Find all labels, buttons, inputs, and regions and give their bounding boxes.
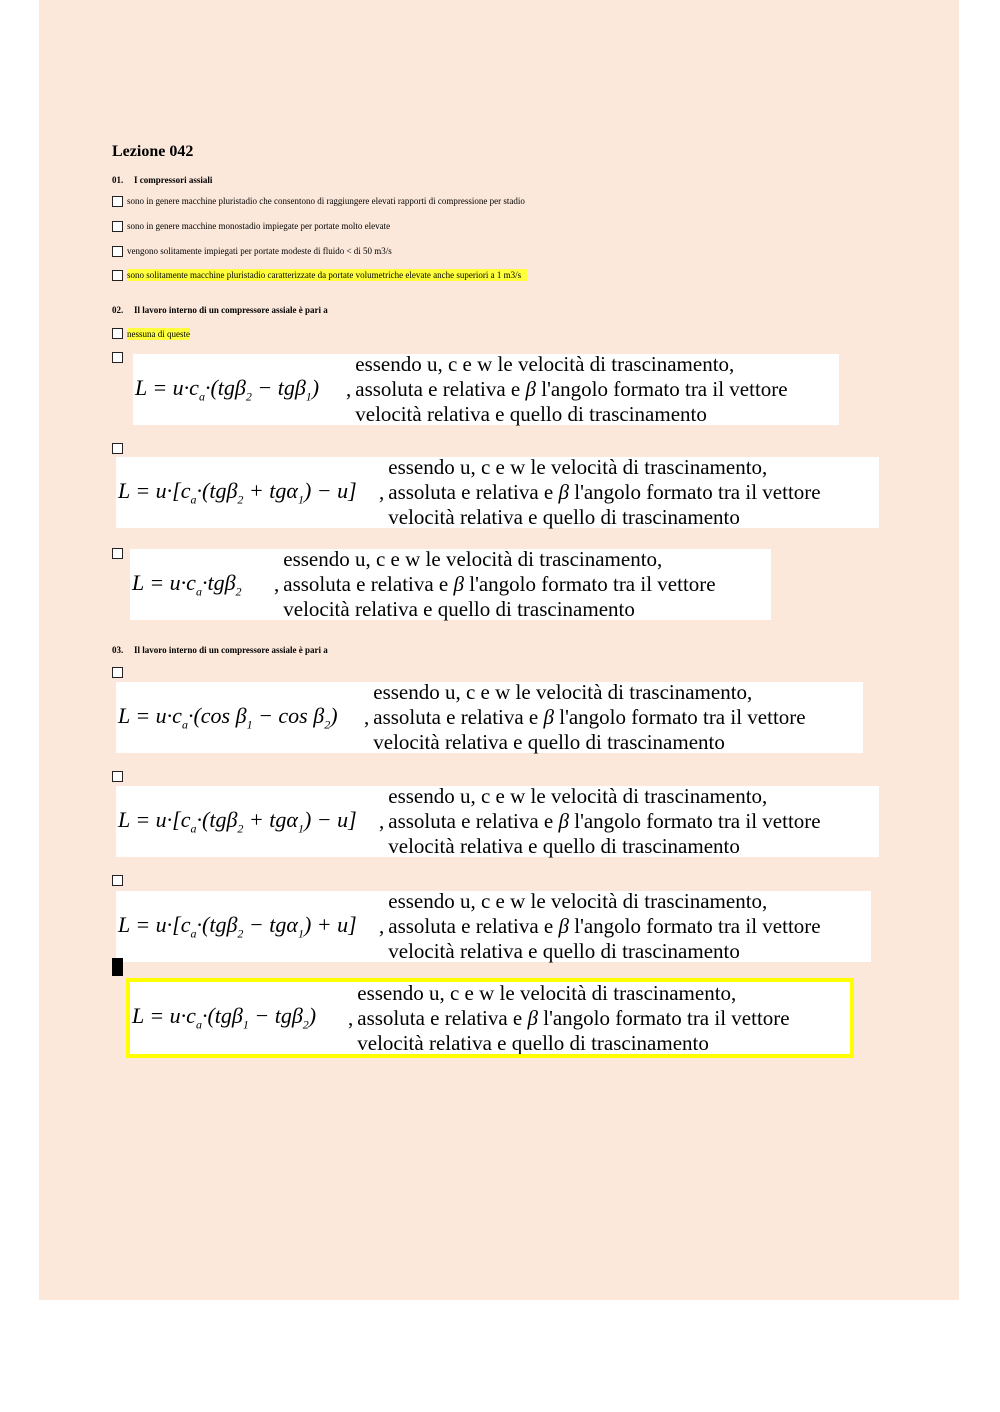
formula-description: essendo u, c e w le velocità di trascinamento, assoluta e relativa e β l'angolo formato tra il vettore velocità relativa e quello di trascinamento xyxy=(283,547,716,621)
formula-description: essendo u, c e w le velocità di trascinamento, assoluta e relativa e β l'angolo formato tra il vettore velocità relativa e quello di trascinamento xyxy=(388,455,821,529)
formula-equation: $L = u\cdot[c_a\cdot(tg\beta_2 + tg\alpha_1) - u]$ xyxy=(118,477,357,507)
q2-option-2-checkbox[interactable] xyxy=(112,352,123,363)
formula-comma: , xyxy=(364,705,370,729)
formula-equation: $L = u\cdot c_a\cdot(tg\beta_1 - tg\beta_2)$ xyxy=(132,1003,317,1032)
q2-option-3-formula xyxy=(116,457,879,528)
q3-option-2-formula xyxy=(116,786,879,857)
formula-description: essendo u, c e w le velocità di trascinamento, assoluta e relativa e β l'angolo formato tra il vettore velocità relativa e quello di trascinamento xyxy=(357,980,790,1055)
q1-option-4-checkbox[interactable] xyxy=(112,270,123,281)
question-2-number: 02. xyxy=(112,305,124,315)
q1-option-4-label-correct: sono solitamente macchine pluristadio caratterizzate da portate volumetriche elevate anche superiori a 1 m3/s xyxy=(127,269,527,281)
formula-description: essendo u, c e w le velocità di trascinamento, assoluta e relativa e β l'angolo formato tra il vettore velocità relativa e quello di trascinamento xyxy=(388,889,821,963)
formula-comma: , xyxy=(346,377,352,401)
q3-option-3-checkbox[interactable] xyxy=(112,875,123,886)
q3-option-1-checkbox[interactable] xyxy=(112,667,123,678)
formula-comma: , xyxy=(274,572,280,596)
question-1-text: I compressori assiali xyxy=(134,175,213,185)
q2-option-2-formula xyxy=(133,354,839,425)
question-1-header xyxy=(112,175,212,185)
q2-option-3-checkbox[interactable] xyxy=(112,443,123,454)
question-3-text: Il lavoro interno di un compressore assiale è pari a xyxy=(134,645,328,655)
q3-option-2-checkbox[interactable] xyxy=(112,771,123,782)
formula-comma: , xyxy=(379,480,385,504)
question-1-number: 01. xyxy=(112,175,124,185)
q2-option-4-formula xyxy=(130,549,771,620)
q2-option-1-checkbox[interactable] xyxy=(112,328,123,339)
formula-equation: $L = u\cdot[c_a\cdot(tg\beta_2 - tg\alpha_1) + u]$ xyxy=(118,911,357,941)
formula-equation: $L = u\cdot c_a\cdot(tg\beta_2 - tg\beta_1)$ xyxy=(135,374,320,404)
q1-option-2-checkbox[interactable] xyxy=(112,221,123,232)
formula-equation: $L = u\cdot c_a\cdot(\cos$ $\beta_1 - \cos \beta_2$) xyxy=(118,702,338,732)
formula-comma: , xyxy=(379,914,385,938)
question-3-header xyxy=(112,645,328,655)
question-3-number: 03. xyxy=(112,645,124,655)
formula-description: essendo u, c e w le velocità di trascinamento, assoluta e relativa e β l'angolo formato tra il vettore velocità relativa e quello di trascinamento xyxy=(355,352,788,426)
q3-option-4-formula-correct xyxy=(130,982,850,1054)
formula-equation: $L = u\cdot c_a\cdot tg\beta_2$ xyxy=(132,569,242,599)
formula-equation: $L = u\cdot[c_a\cdot(tg\beta_2 + tg\alpha_1) - u]$ xyxy=(118,806,357,836)
q3-option-4-checkbox-checked[interactable] xyxy=(112,958,123,976)
q1-option-1-checkbox[interactable] xyxy=(112,196,123,207)
q2-option-4-checkbox[interactable] xyxy=(112,548,123,559)
q3-option-1-formula xyxy=(116,682,863,753)
q1-option-1-label: sono in genere macchine pluristadio che consentono di raggiungere elevati rapporti di compressione per stadio xyxy=(127,196,525,206)
formula-comma: , xyxy=(379,809,385,833)
formula-comma: , xyxy=(348,1005,354,1030)
q1-option-3-label: vengono solitamente impiegati per portate modeste di fluido < di 50 m3/s xyxy=(127,246,392,256)
question-2-header xyxy=(112,305,328,315)
q1-option-3-checkbox[interactable] xyxy=(112,246,123,257)
formula-description: essendo u, c e w le velocità di trascinamento, assoluta e relativa e β l'angolo formato tra il vettore velocità relativa e quello di trascinamento xyxy=(373,680,806,754)
q3-option-3-formula xyxy=(116,891,871,962)
formula-description: essendo u, c e w le velocità di trascinamento, assoluta e relativa e β l'angolo formato tra il vettore velocità relativa e quello di trascinamento xyxy=(388,784,821,858)
q2-option-1-label-correct: nessuna di queste xyxy=(127,329,190,339)
q1-option-2-label: sono in genere macchine monostadio impiegate per portate molto elevate xyxy=(127,221,391,231)
question-2-text: Il lavoro interno di un compressore assiale è pari a xyxy=(134,305,328,315)
lesson-title: Lezione 042 xyxy=(112,143,194,160)
